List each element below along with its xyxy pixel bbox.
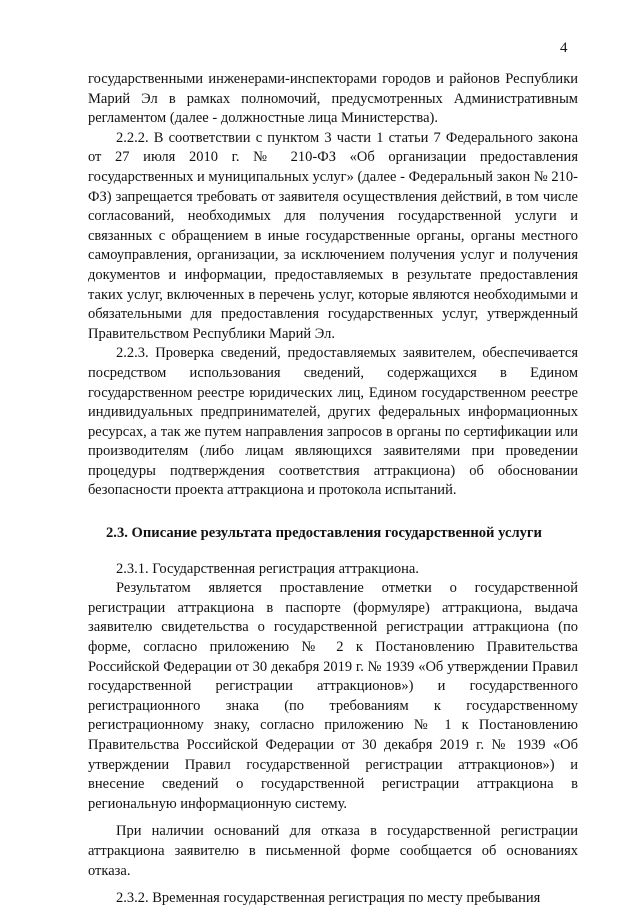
section-heading-2-3: 2.3. Описание результата предоставления государственной услуги xyxy=(106,525,542,542)
paragraph-continued: государственными инженерами-инспекторами городов и районов Республики Марий Эл в рамках полномочий, предусмотренных Административным регламентом (далее - должностные лица Министерства). xyxy=(88,71,578,127)
page-number: 4 xyxy=(560,40,568,56)
paragraph-refusal: При наличии оснований для отказа в государственной регистрации аттракциона заявителю в письменной форме сообщается об основаниях отказа. xyxy=(88,823,578,879)
document-body xyxy=(88,70,578,909)
paragraph-2-2-3: 2.2.3. Проверка сведений, предоставляемых заявителем, обеспечивается посредством использования сведений, содержащихся в Едином государственном реестре юридических лиц, Едином государственном реестре индивидуальных предпринимателей, других федеральных информационных ресурсах, а так же путем направления запросов в органы по сертификации или производителям (либо лицам являющихся заявителями при проведении процедуры подтверждения соответствия аттракциона) об обосновании безопасности проекта аттракциона и протокола испытаний. xyxy=(88,345,578,499)
paragraph-2-3-2: 2.3.2. Временная государственная регистрация по месту пребывания xyxy=(116,890,541,907)
paragraph-2-2-2: 2.2.2. В соответствии с пунктом 3 части 1 статьи 7 Федерального закона от 27 июля 2010 г. № 210-ФЗ «Об организации предоставления государственных и муниципальных услуг» (далее - Федеральный закон № 210-ФЗ) запрещается требовать от заявителя осуществления действий, в том числе согласований, необходимых для получения государственной услуги и связанных с обращением в иные государственные органы, органы местного самоуправления, организации, за исключением получения услуг и получения документов и информации, предоставляемых в результате предоставления таких услуг, включенных в перечень услуг, которые являются необходимыми и обязательными для предоставления государственных услуг, утвержденный Правительством Республики Марий Эл. xyxy=(88,129,578,342)
paragraph-2-3-1: 2.3.1. Государственная регистрация аттракциона. xyxy=(116,560,419,577)
paragraph-result: Результатом является проставление отметки о государственной регистрации аттракциона в паспорте (формуляре) аттракциона, выдача заявителю свидетельства о государственной регистрации аттракциона (по форме, согласно приложению № 2 к Постановлению Правительства Российской Федерации от 30 декабря 2019 г. № 1939 «Об утверждении Правил государственной регистрации аттракционов») и государственного регистрационного знака (по требованиям к государственному регистрационному знаку, согласно приложению № 1 к Постановлению Правительства Российской Федерации от 30 декабря 2019 г. № 1939 «Об утверждении Правил государственной регистрации аттракционов») и внесение сведений о государственной регистрации аттракциона в региональную информационную систему. xyxy=(88,580,578,812)
